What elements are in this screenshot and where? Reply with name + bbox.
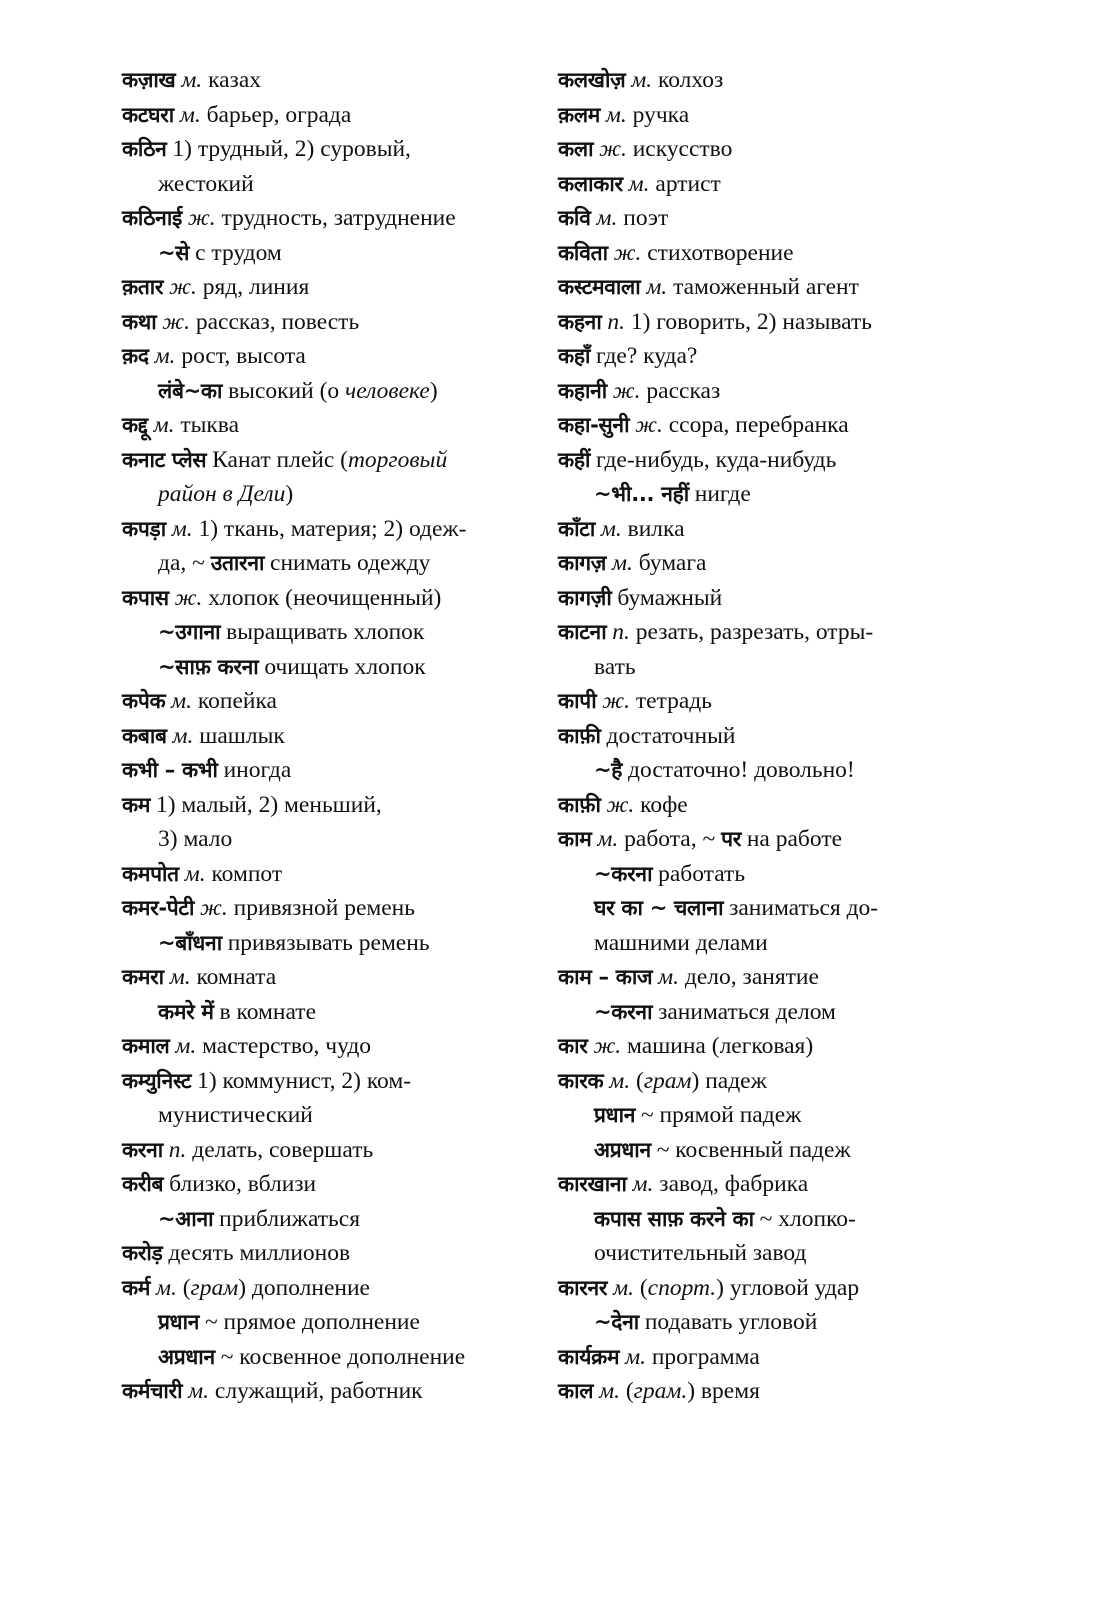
dictionary-line xyxy=(122,1167,540,1202)
translation: с трудом xyxy=(195,239,282,266)
translation: ~ прямой падеж xyxy=(640,1102,802,1128)
dictionary-line xyxy=(558,650,970,685)
grammar-label: п. xyxy=(607,308,625,335)
translation: ~ косвенное дополнение xyxy=(220,1343,466,1370)
headword: कलखोज़ xyxy=(558,68,626,92)
grammar-label: ж. xyxy=(612,377,641,404)
grammar-label: м. xyxy=(179,101,201,128)
grammar-label: м. xyxy=(188,1378,210,1404)
dictionary-line xyxy=(558,581,970,616)
dictionary-line xyxy=(558,753,970,788)
translation-italic: грам. xyxy=(633,1378,688,1404)
headword: कागज़ xyxy=(558,551,607,575)
dictionary-line xyxy=(122,581,540,616)
translation-italic: район в Дели xyxy=(158,481,286,507)
headword: कम xyxy=(122,792,151,817)
headword: काँटा xyxy=(558,516,595,541)
headword: अप्रधान xyxy=(158,1344,215,1369)
translation: ~ косвенный падеж xyxy=(656,1136,851,1163)
dictionary-line xyxy=(122,615,540,650)
translation: программа xyxy=(651,1343,760,1370)
headword: कपेक xyxy=(122,689,166,713)
grammar-label: м. xyxy=(600,515,622,542)
dictionary-line xyxy=(122,1098,540,1133)
dictionary-line xyxy=(558,857,970,892)
headword: कारखाना xyxy=(558,1172,627,1196)
translation: резать, разрезать, отры- xyxy=(635,619,874,645)
headword: कवि xyxy=(558,206,591,230)
grammar-label: м. xyxy=(646,274,668,300)
grammar-label: м. xyxy=(155,1274,177,1301)
translation: машними делами xyxy=(594,929,768,956)
translation: таможенный агент xyxy=(673,274,859,300)
translation: выращивать хлопок xyxy=(226,619,425,645)
grammar-label: ж. xyxy=(635,412,663,438)
translation-italic: грам xyxy=(643,1067,692,1094)
translation: искусство xyxy=(632,136,733,162)
dictionary-line xyxy=(122,546,540,581)
headword: कहीं xyxy=(558,447,591,472)
dictionary-line xyxy=(558,236,970,271)
headword: कापी xyxy=(558,689,597,713)
translation: достаточный xyxy=(606,722,736,749)
dictionary-line xyxy=(122,1133,540,1168)
dictionary-line xyxy=(558,1374,970,1409)
grammar-label: ж. xyxy=(613,239,642,266)
translation-end: снимать одежду xyxy=(270,550,431,576)
translation: артист xyxy=(655,170,721,197)
grammar-label: м. xyxy=(599,1378,620,1404)
headword: क़द xyxy=(122,344,149,368)
dictionary-line xyxy=(558,891,970,926)
headword: कमाल xyxy=(122,1034,170,1058)
dictionary-line xyxy=(558,270,970,305)
dictionary-line xyxy=(122,1374,540,1409)
grammar-label: ж. xyxy=(602,688,630,714)
headword: काफ़ी xyxy=(558,792,601,817)
translation: компот xyxy=(211,860,283,887)
headword: क़तार xyxy=(122,275,164,299)
translation: ряд, линия xyxy=(202,274,310,300)
dictionary-line xyxy=(122,201,540,236)
translation: да, ~ xyxy=(158,550,205,576)
grammar-label: м. xyxy=(172,722,194,749)
translation: машина (легковая) xyxy=(627,1033,814,1059)
dictionary-line xyxy=(558,822,970,857)
dictionary-line xyxy=(558,339,970,374)
translation-end: ) xyxy=(429,377,438,404)
headword: कार्यक्रम xyxy=(558,1344,620,1369)
translation: копейка xyxy=(197,688,277,714)
headword: कनाट प्लेस xyxy=(122,447,207,472)
headword: लंबे~का xyxy=(158,378,223,403)
translation: трудность, затруднение xyxy=(221,205,456,231)
translation: заниматься до- xyxy=(729,895,879,921)
headword: काफ़ी xyxy=(558,723,601,748)
dictionary-line xyxy=(122,132,540,167)
dictionary-line xyxy=(122,650,540,685)
headword: कलाकार xyxy=(558,171,623,196)
translation: заниматься делом xyxy=(658,998,836,1025)
right-column xyxy=(558,63,970,1409)
headword: करोड़ xyxy=(122,1241,163,1265)
headword: कठिनाई xyxy=(122,206,182,230)
translation-end: ) xyxy=(285,481,294,507)
translation-italic: человеке xyxy=(345,377,430,404)
translation: достаточно! довольно! xyxy=(628,757,855,783)
headword: प्रधान xyxy=(158,1310,200,1334)
headword: कबाब xyxy=(122,723,167,748)
headword: कमरे में xyxy=(158,999,214,1024)
translation: рассказ xyxy=(646,377,721,404)
dictionary-line xyxy=(122,1029,540,1064)
grammar-label: м. xyxy=(153,412,175,438)
headword: ~उगाना xyxy=(158,620,221,644)
translation: вать xyxy=(594,653,636,680)
headword: क़लम xyxy=(558,102,601,127)
grammar-label: м. xyxy=(611,550,633,576)
dictionary-line xyxy=(558,1098,970,1133)
translation: 1) ткань, материя; 2) одеж- xyxy=(198,515,467,542)
dictionary-line xyxy=(558,305,970,340)
dictionary-line xyxy=(558,63,970,98)
dictionary-line xyxy=(122,1340,540,1375)
translation: рост, высота xyxy=(181,343,306,369)
translation: кофе xyxy=(640,791,688,818)
translation: тетрадь xyxy=(635,688,712,714)
translation: колхоз xyxy=(658,67,724,93)
headword: प्रधान xyxy=(594,1103,636,1127)
dictionary-line xyxy=(122,684,540,719)
dictionary-line xyxy=(122,305,540,340)
dictionary-line xyxy=(122,270,540,305)
dictionary-line xyxy=(558,443,970,478)
translation: ( xyxy=(636,1067,644,1094)
translation: где-нибудь, куда-нибудь xyxy=(596,446,837,473)
translation: иногда xyxy=(223,757,292,783)
grammar-label: м. xyxy=(658,964,680,990)
headword: ~से xyxy=(158,240,190,265)
translation: ( xyxy=(639,1274,648,1301)
headword: अप्रधान xyxy=(594,1137,651,1162)
dictionary-line xyxy=(122,98,540,133)
grammar-label: м. xyxy=(154,343,176,369)
grammar-label: п. xyxy=(612,619,630,645)
dictionary-line xyxy=(122,1271,540,1306)
headword: कभी – कभी xyxy=(122,758,218,782)
translation: шашлык xyxy=(199,722,285,749)
headword: कहानी xyxy=(558,378,607,403)
grammar-label: м. xyxy=(628,170,650,197)
headword: करना xyxy=(122,1137,163,1162)
translation: бумага xyxy=(638,550,707,576)
translation: поэт xyxy=(623,205,669,231)
headword: कहाँ xyxy=(558,344,591,368)
grammar-label: м. xyxy=(631,67,653,93)
dictionary-line xyxy=(558,684,970,719)
translation: ( xyxy=(625,1378,634,1404)
dictionary-line xyxy=(558,719,970,754)
inline-headword: पर xyxy=(721,827,741,851)
headword: ~भी... नहीं xyxy=(594,482,689,506)
dictionary-line xyxy=(558,1167,970,1202)
translation: ~ прямое дополнение xyxy=(204,1309,420,1335)
dictionary-line xyxy=(122,512,540,547)
dictionary-line xyxy=(122,167,540,202)
dictionary-line xyxy=(558,1236,970,1271)
dictionary-line xyxy=(122,1202,540,1237)
translation: стихотворение xyxy=(647,239,794,266)
dictionary-line xyxy=(558,512,970,547)
headword: कर्म xyxy=(122,1275,151,1300)
translation: мунистический xyxy=(158,1102,313,1128)
dictionary-line xyxy=(122,374,540,409)
dictionary-line xyxy=(122,443,540,478)
headword: ~करना xyxy=(594,999,653,1024)
translation-italic: спорт. xyxy=(647,1274,717,1301)
grammar-label: ж. xyxy=(606,791,635,818)
left-column xyxy=(122,63,540,1409)
dictionary-line xyxy=(122,408,540,443)
grammar-label: м. xyxy=(632,1171,654,1197)
translation: в комнате xyxy=(219,998,316,1025)
inline-headword: उतारना xyxy=(210,551,265,575)
headword: कार xyxy=(558,1034,588,1058)
translation-end: ) дополнение xyxy=(238,1274,370,1301)
headword: कपास xyxy=(122,585,169,610)
dictionary-line xyxy=(558,926,970,961)
translation: ~ хлопко- xyxy=(759,1205,856,1232)
dictionary-line xyxy=(122,1236,540,1271)
headword: कर्मचारी xyxy=(122,1379,183,1403)
headword: कठिन xyxy=(122,137,167,161)
translation: дело, занятие xyxy=(684,964,819,990)
grammar-label: м. xyxy=(613,1274,634,1301)
dictionary-line xyxy=(558,1340,970,1375)
translation: работа, ~ xyxy=(624,826,716,852)
headword: कहना xyxy=(558,309,602,334)
translation: 1) говорить, 2) называть xyxy=(630,308,872,335)
translation: десять миллионов xyxy=(168,1240,351,1266)
translation: 1) коммунист, 2) ком- xyxy=(197,1067,412,1094)
headword: कहा-सुनी xyxy=(558,413,630,437)
dictionary-line xyxy=(558,408,970,443)
dictionary-line xyxy=(122,753,540,788)
dictionary-line xyxy=(122,788,540,823)
grammar-label: м. xyxy=(184,860,206,887)
dictionary-line xyxy=(558,1029,970,1064)
headword: काम xyxy=(558,827,592,851)
translation: привязной ремень xyxy=(233,895,415,921)
dictionary-line xyxy=(558,1305,970,1340)
grammar-label: ж. xyxy=(599,136,627,162)
dictionary-line xyxy=(122,822,540,857)
dictionary-line xyxy=(122,236,540,271)
headword: कस्टमवाला xyxy=(558,275,641,299)
translation: ссора, перебранка xyxy=(668,412,849,438)
grammar-label: м. xyxy=(597,826,619,852)
translation-end: ) время xyxy=(687,1378,760,1404)
headword: ~साफ़ करना xyxy=(158,654,259,679)
headword: ~है xyxy=(594,758,623,782)
headword: कथा xyxy=(122,309,157,334)
dictionary-line xyxy=(558,374,970,409)
dictionary-line xyxy=(122,891,540,926)
dictionary-line xyxy=(122,719,540,754)
translation: делать, совершать xyxy=(192,1136,374,1163)
translation: тыква xyxy=(180,412,240,438)
headword: कमपोत xyxy=(122,861,179,886)
translation: Канат плейс ( xyxy=(212,446,348,473)
translation: близко, вблизи xyxy=(169,1171,317,1197)
headword: कज़ाख xyxy=(122,68,176,92)
translation: привязывать ремень xyxy=(227,929,430,956)
dictionary-line xyxy=(122,926,540,961)
dictionary-line xyxy=(558,201,970,236)
translation: очищать хлопок xyxy=(264,653,426,680)
dictionary-line xyxy=(558,167,970,202)
dictionary-line xyxy=(558,477,970,512)
translation: бумажный xyxy=(617,584,723,611)
dictionary-line xyxy=(122,995,540,1030)
dictionary-line xyxy=(558,960,970,995)
grammar-label: м. xyxy=(625,1343,646,1370)
dictionary-line xyxy=(122,1064,540,1099)
translation: жестокий xyxy=(158,170,254,197)
translation-end: ) падеж xyxy=(691,1067,767,1094)
translation: вилка xyxy=(627,515,685,542)
grammar-label: п. xyxy=(168,1136,187,1163)
dictionary-line xyxy=(558,615,970,650)
dictionary-line xyxy=(558,1202,970,1237)
headword: कद्दू xyxy=(122,413,148,437)
grammar-label: ж. xyxy=(593,1033,622,1059)
dictionary-line xyxy=(122,857,540,892)
translation: подавать угловой xyxy=(644,1309,818,1335)
translation: приближаться xyxy=(219,1205,361,1232)
grammar-label: ж. xyxy=(169,274,197,300)
dictionary-line xyxy=(122,63,540,98)
grammar-label: ж. xyxy=(200,895,228,921)
dictionary-line xyxy=(558,788,970,823)
grammar-label: ж. xyxy=(174,584,203,611)
headword: ~करना xyxy=(594,861,653,886)
translation: барьер, ограда xyxy=(206,101,352,128)
translation: мастерство, чудо xyxy=(202,1033,372,1059)
translation: казах xyxy=(208,67,262,93)
dictionary-line xyxy=(558,995,970,1030)
headword: कारनर xyxy=(558,1275,608,1300)
dictionary-line xyxy=(558,1271,970,1306)
translation-end: ) угловой удар xyxy=(716,1274,860,1301)
headword: घर का ~ चलाना xyxy=(594,896,724,920)
dictionary-line xyxy=(558,546,970,581)
dictionary-line xyxy=(558,132,970,167)
dictionary-line xyxy=(558,1133,970,1168)
translation: 1) малый, 2) меньший, xyxy=(155,791,382,818)
headword: काटना xyxy=(558,620,607,644)
translation-end: на работе xyxy=(746,826,843,852)
translation: рассказ, повесть xyxy=(195,308,360,335)
grammar-label: м. xyxy=(171,515,193,542)
grammar-label: м. xyxy=(609,1067,631,1094)
headword: कटघरा xyxy=(122,102,174,127)
grammar-label: м. xyxy=(175,1033,197,1059)
translation: где? куда? xyxy=(596,343,698,369)
headword: कविता xyxy=(558,240,608,265)
translation: очистительный завод xyxy=(594,1240,807,1266)
translation-italic: торговый xyxy=(347,446,448,473)
dictionary-line xyxy=(122,1305,540,1340)
grammar-label: м. xyxy=(181,67,203,93)
dictionary-line xyxy=(122,339,540,374)
dictionary-line xyxy=(558,98,970,133)
headword: काम – काज xyxy=(558,965,653,989)
grammar-label: м. xyxy=(596,205,618,231)
headword: ~आना xyxy=(158,1206,214,1231)
dictionary-line xyxy=(122,477,540,512)
headword: कम्युनिस्ट xyxy=(122,1068,192,1093)
translation: 3) мало xyxy=(158,826,233,852)
headword: कमर-पेटी xyxy=(122,896,195,920)
headword: ~बाँधना xyxy=(158,930,222,955)
headword: कपास साफ़ करने का xyxy=(594,1206,754,1231)
translation: нигде xyxy=(694,481,751,507)
grammar-label: м. xyxy=(605,101,627,128)
headword: कमरा xyxy=(122,965,164,989)
dictionary-line xyxy=(122,960,540,995)
translation: ( xyxy=(182,1274,191,1301)
headword: काल xyxy=(558,1379,594,1403)
grammar-label: ж. xyxy=(187,205,216,231)
grammar-label: ж. xyxy=(162,308,190,335)
translation: завод, фабрика xyxy=(659,1171,809,1197)
headword: कागज़ी xyxy=(558,585,612,610)
translation: хлопок (неочищенный) xyxy=(208,584,442,611)
grammar-label: м. xyxy=(169,964,191,990)
translation: служащий, работник xyxy=(214,1378,423,1404)
dictionary-line xyxy=(558,1064,970,1099)
grammar-label: м. xyxy=(171,688,193,714)
translation: комната xyxy=(196,964,277,990)
translation-italic: грам xyxy=(190,1274,239,1301)
translation: высокий (о xyxy=(228,377,340,404)
headword: कपड़ा xyxy=(122,516,166,541)
translation: работать xyxy=(658,860,746,887)
headword: करीब xyxy=(122,1172,164,1196)
translation: 1) трудный, 2) суровый, xyxy=(172,136,411,162)
headword: कारक xyxy=(558,1068,604,1093)
translation: ручка xyxy=(632,101,690,128)
headword: ~देना xyxy=(594,1310,639,1334)
headword: कला xyxy=(558,137,594,161)
